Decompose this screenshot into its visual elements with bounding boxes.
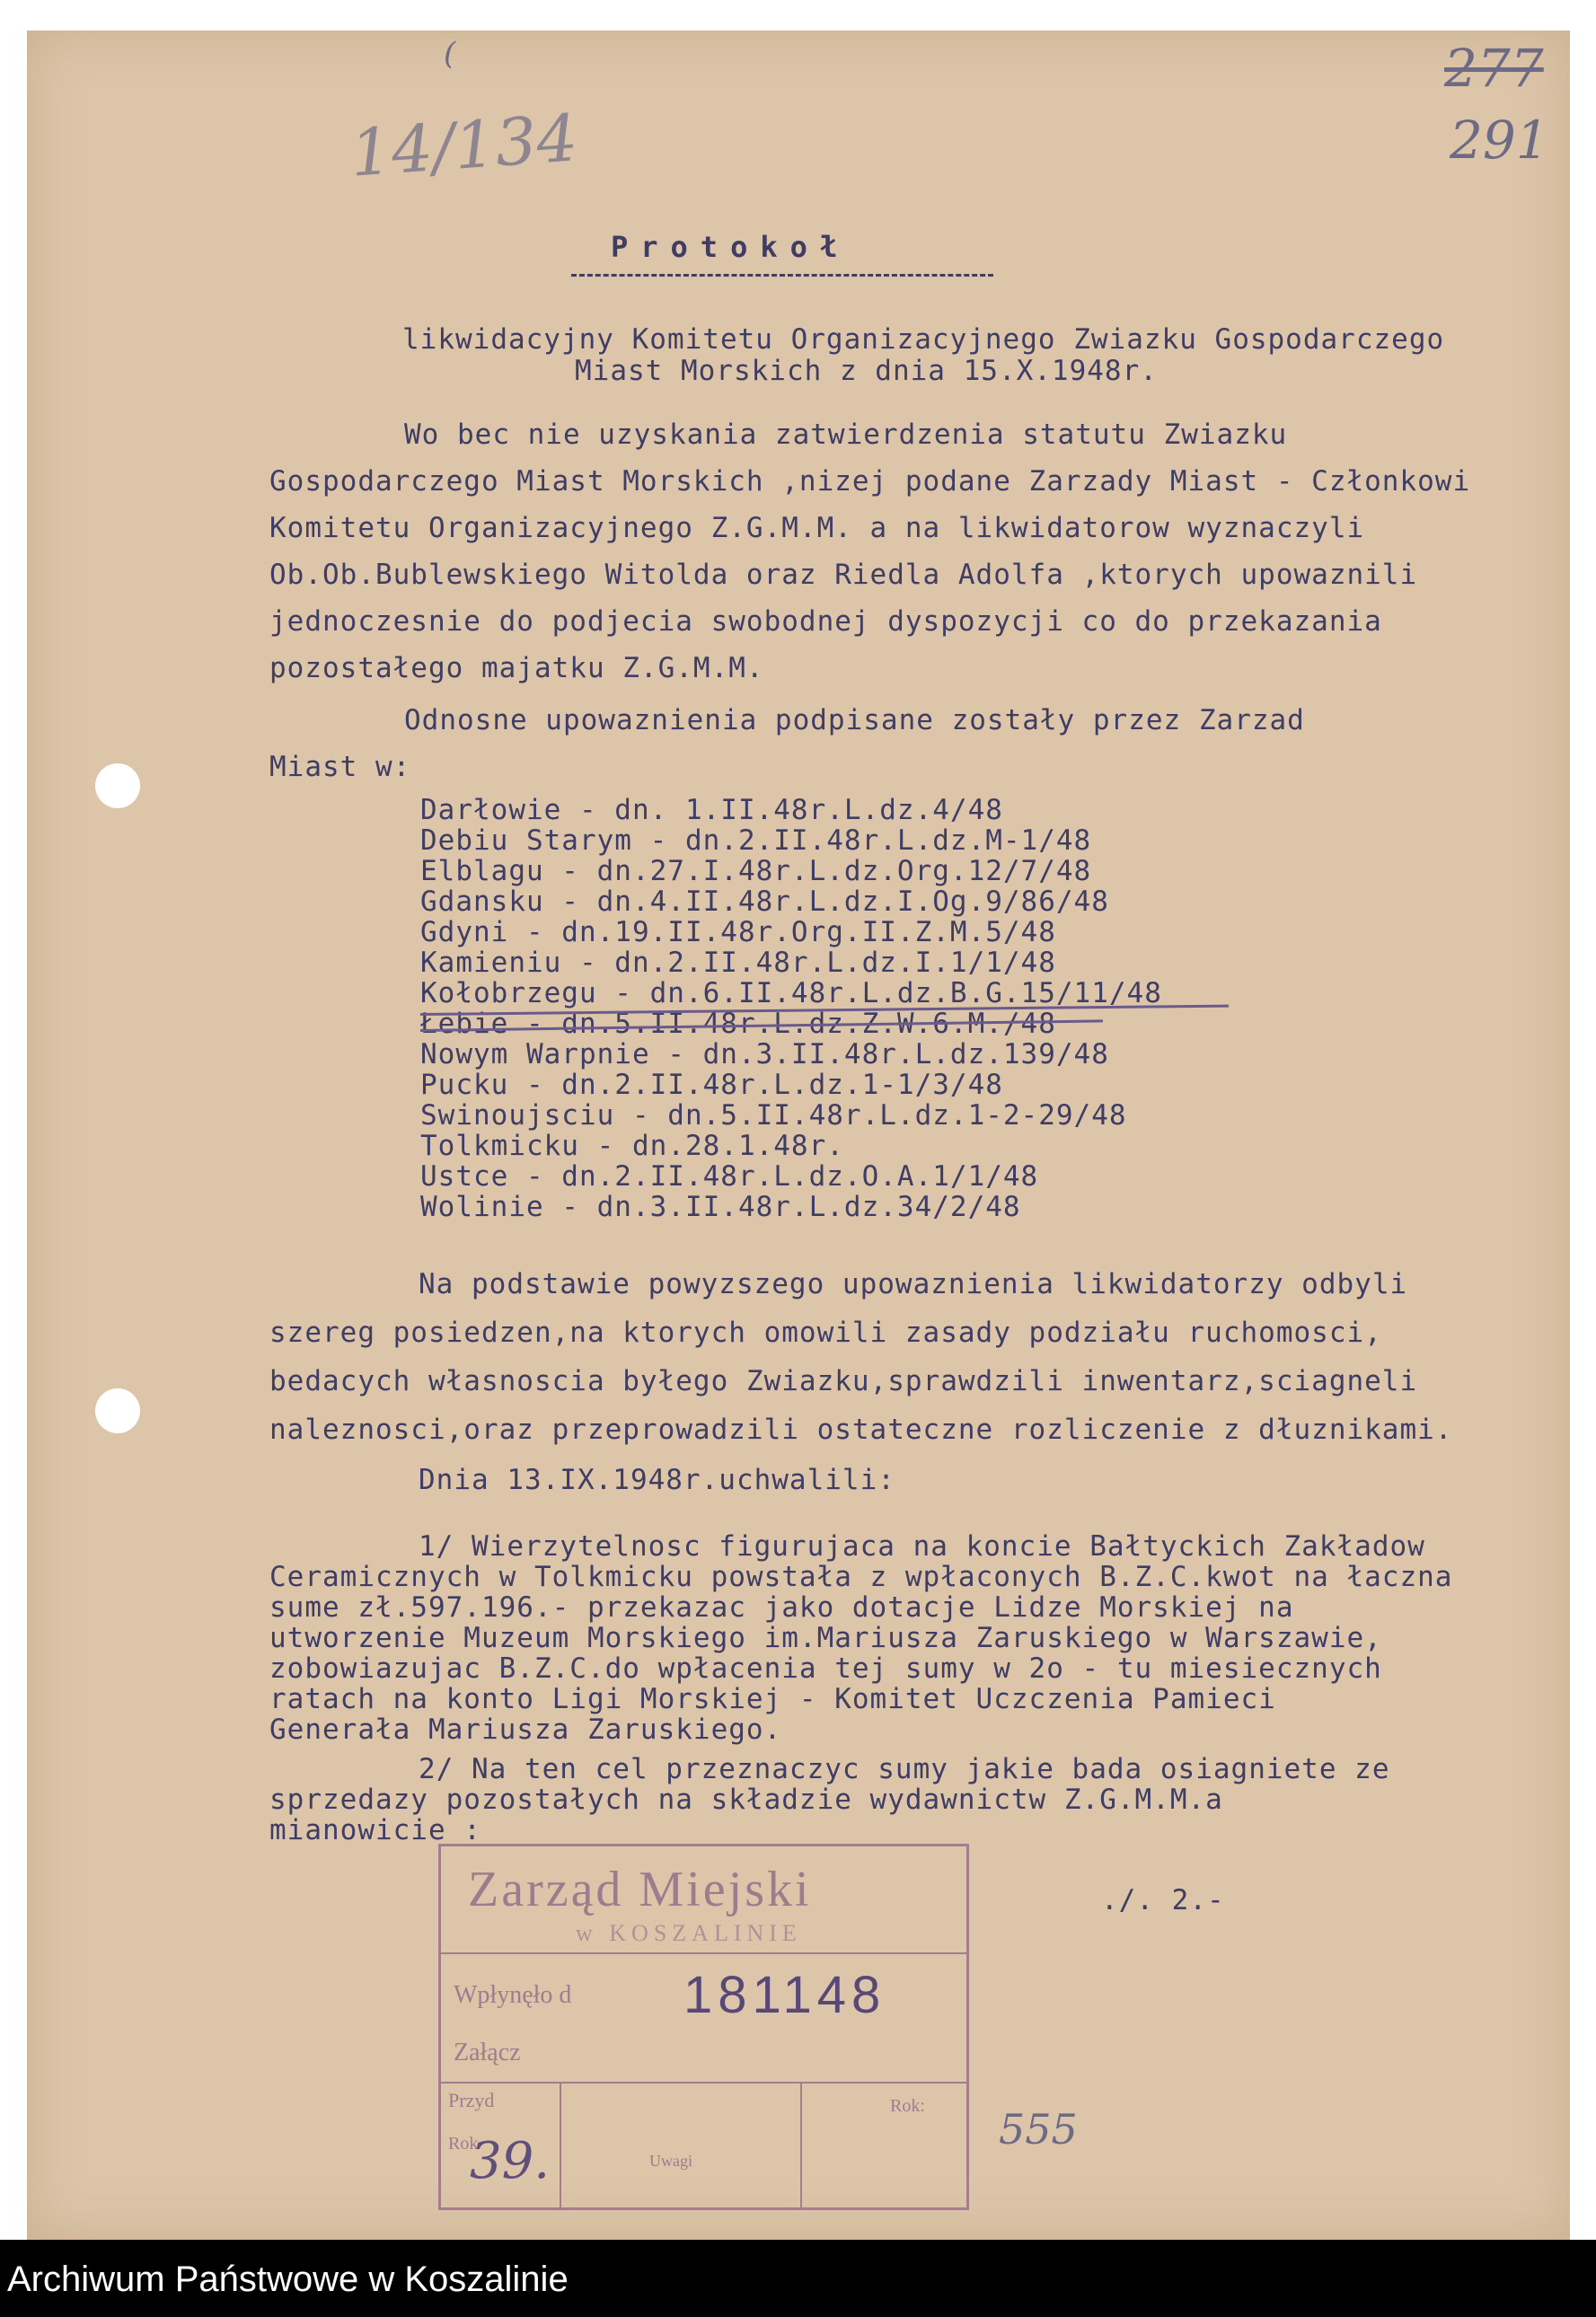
archive-footer xyxy=(0,2240,1596,2317)
archive-name: Archiwum Państwowe w Koszalinie xyxy=(7,2260,569,2299)
list-item: Ustce - dn.2.II.48r.L.dz.O.A.1/1/48 xyxy=(420,1160,1039,1193)
resolution-item-line: 2/ Na ten cel przeznaczyc sumy jakie bada osiagniete ze xyxy=(419,1753,1390,1785)
stamp-attachments-label: Załącz xyxy=(454,2039,521,2066)
list-item: Elblagu - dn.27.I.48r.L.dz.Org.12/7/48 xyxy=(420,855,1092,887)
list-item: Kamieniu - dn.2.II.48r.L.dz.I.1/1/48 xyxy=(420,947,1056,979)
stamp-title: Zarząd Miejski xyxy=(468,1862,812,1917)
old-page-number: 277 xyxy=(1444,38,1544,99)
paragraph-line: Komitetu Organizacyjnego Z.G.M.M. a na likwidatorow wyznaczyli xyxy=(269,512,1365,544)
paragraph-line: pozostałego majatku Z.G.M.M. xyxy=(269,652,764,684)
list-item: Pucku - dn.2.II.48r.L.dz.1-1/3/48 xyxy=(420,1069,1003,1101)
list-item: Debiu Starym - dn.2.II.48r.L.dz.M-1/48 xyxy=(420,824,1092,857)
stamp-col-label: Uwagi xyxy=(649,2152,692,2170)
subtitle-line: Miast Morskich z dnia 15.X.1948r. xyxy=(575,355,1158,387)
list-item: Darłowie - dn. 1.II.48r.L.dz.4/48 xyxy=(420,794,1003,826)
stamp-col-label: Rok: xyxy=(890,2096,925,2116)
punch-hole xyxy=(95,1388,140,1433)
list-item: Nowym Warpnie - dn.3.II.48r.L.dz.139/48 xyxy=(420,1038,1109,1070)
list-item: Wolinie - dn.3.II.48r.L.dz.34/2/48 xyxy=(420,1191,1021,1223)
stamp-received-label: Wpłynęło d xyxy=(454,1981,572,2009)
stamp-handwritten-entry: 39. xyxy=(470,2132,551,2190)
handwritten-number: 555 xyxy=(999,2105,1078,2154)
document-title: Protokoł xyxy=(611,230,851,264)
resolution-item-line: ratach na konto Ligi Morskiej - Komitet Uczczenia Pamieci xyxy=(269,1683,1276,1715)
punch-hole xyxy=(95,763,140,808)
list-item: Kołobrzegu - dn.6.II.48r.L.dz.B.G.15/11/48 xyxy=(420,977,1162,1009)
title-underline xyxy=(571,274,993,277)
stamp-rule xyxy=(441,2082,966,2084)
list-item: Gdyni - dn.19.II.48r.Org.II.Z.M.5/48 xyxy=(420,916,1056,948)
registry-number: 181148 xyxy=(683,1966,886,2024)
archive-signature-note: 14/134 xyxy=(348,100,580,191)
stamp-rule xyxy=(441,1952,966,1954)
paragraph-line: Ob.Ob.Bublewskiego Witolda oraz Riedla Adolfa ,ktorych upowaznili xyxy=(269,559,1418,591)
resolution-item-line: Ceramicznych w Tolkmicku powstała z wpłaconych B.Z.C.kwot na łaczna xyxy=(269,1561,1453,1593)
paragraph-line: Odnosne upowaznienia podpisane zostały przez Zarzad xyxy=(404,704,1305,736)
resolution-item-line: mianowicie : xyxy=(269,1814,481,1846)
stamp-subtitle: w KOSZALINIE xyxy=(576,1920,802,1946)
page-number: 291 xyxy=(1450,110,1549,171)
paragraph-line: Gospodarczego Miast Morskich ,nizej podane Zarzady Miast - Członkowi xyxy=(269,465,1471,498)
registry-stamp xyxy=(438,1844,969,2210)
stamp-col-label: Przyd xyxy=(448,2089,495,2111)
list-item: Łebie - dn.5.II.48r.L.dz.Z.W.6.M./48 xyxy=(420,1008,1056,1040)
resolution-item-line: 1/ Wierzytelnosc figurujaca na koncie Bałtyckich Zakładow xyxy=(419,1530,1425,1563)
list-item: Gdansku - dn.4.II.48r.L.dz.I.Og.9/86/48 xyxy=(420,885,1109,918)
paragraph-line: naleznosci,oraz przeprowadzili ostateczne rozliczenie z dłuznikami. xyxy=(269,1414,1453,1446)
page-continuation-mark: ./. 2.- xyxy=(1101,1884,1225,1916)
paragraph-line: bedacych własnoscia byłego Zwiazku,sprawdzili inwentarz,sciagneli xyxy=(269,1365,1418,1397)
paragraph-line: jednoczesnie do podjecia swobodnej dyspozycji co do przekazania xyxy=(269,605,1382,638)
stamp-col-label: Rok xyxy=(448,2134,479,2154)
paragraph-line: szereg posiedzen,na ktorych omowili zasady podziału ruchomosci, xyxy=(269,1317,1382,1349)
resolution-item-line: utworzenie Muzeum Morskiego im.Mariusza Zaruskiego w Warszawie, xyxy=(269,1622,1382,1654)
list-item: Swinoujsciu - dn.5.II.48r.L.dz.1-2-29/48 xyxy=(420,1099,1127,1132)
subtitle-line: likwidacyjny Komitetu Organizacyjnego Zwiazku Gospodarczego xyxy=(402,323,1445,356)
resolution-item-line: sume zł.597.196.- przekazac jako dotacje Lidze Morskiej na xyxy=(269,1591,1294,1624)
list-item: Tolkmicku - dn.28.1.48r. xyxy=(420,1130,844,1162)
resolution-heading: Dnia 13.IX.1948r.uchwalili: xyxy=(419,1464,895,1496)
resolution-item-line: zobowiazujac B.Z.C.do wpłacenia tej sumy w 2o - tu miesiecznych xyxy=(269,1652,1382,1685)
paragraph-line: Wo bec nie uzyskania zatwierdzenia statutu Zwiazku xyxy=(404,418,1288,451)
resolution-item-line: sprzedazy pozostałych na składzie wydawnictw Z.G.M.M.a xyxy=(269,1784,1223,1816)
resolution-item-line: Generała Mariusza Zaruskiego. xyxy=(269,1714,782,1746)
paragraph-line: Miast w: xyxy=(269,751,411,783)
stamp-divider xyxy=(560,2082,561,2207)
paragraph-line: Na podstawie powyzszego upowaznienia likwidatorzy odbyli xyxy=(419,1268,1408,1300)
stamp-divider xyxy=(800,2082,802,2207)
margin-tick: ( xyxy=(444,36,456,72)
